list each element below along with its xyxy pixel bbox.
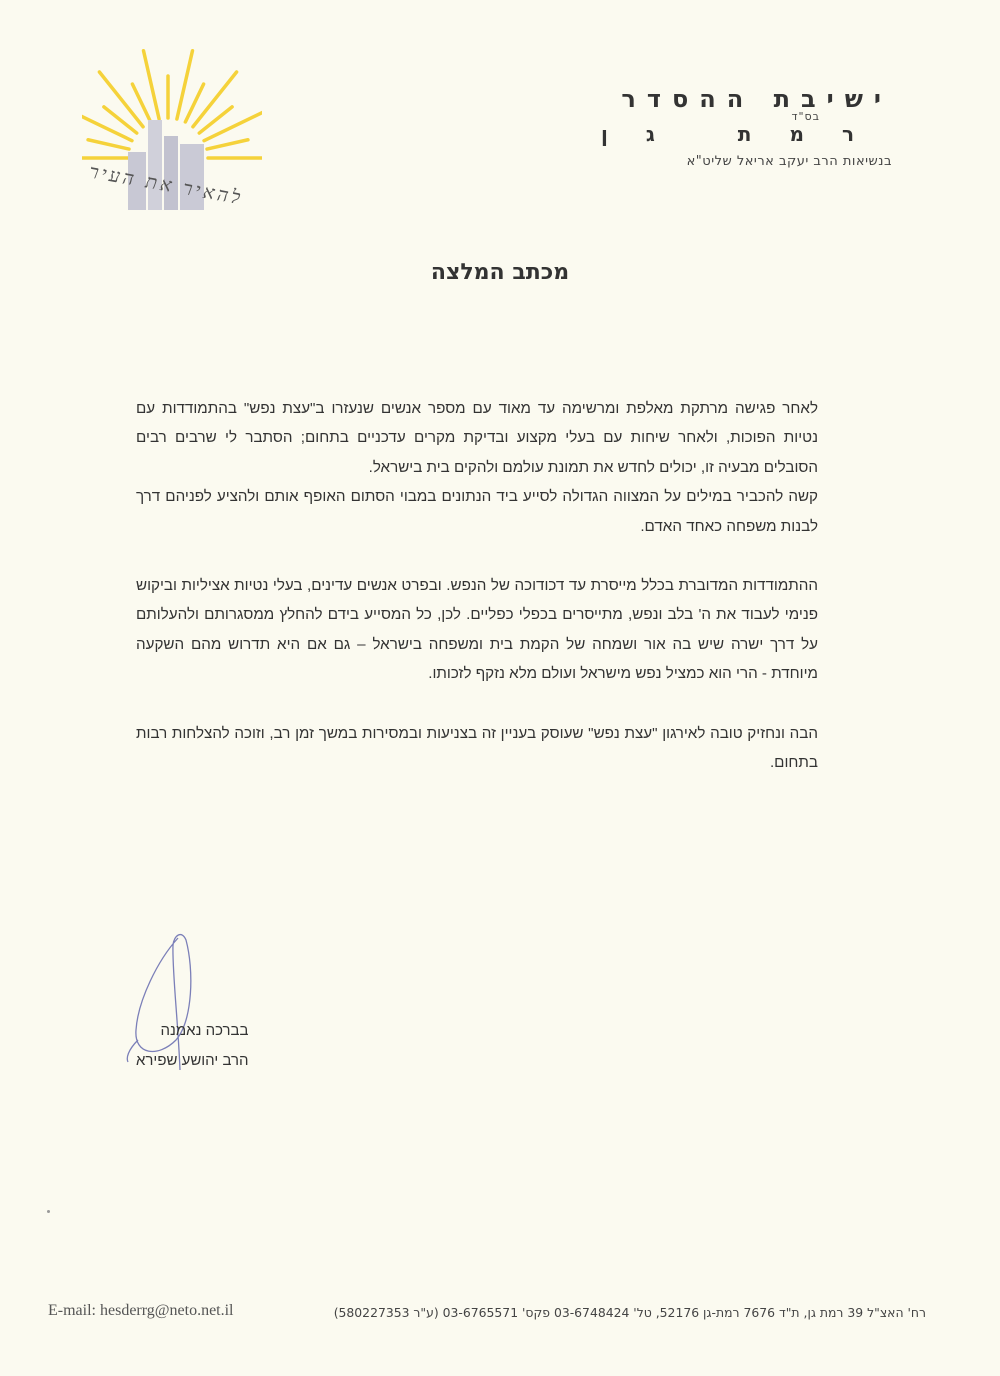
body-paragraph: לאחר פגישה מרתקת מאלפת ומרשימה עד מאוד עם מספר אנשים שנעזרו ב"עצת נפש" בהתמודדות עם נטיות הפוכות, ולאחר שיחות עם בעלי מקצוע ובדיקת מקרים עדכניים בתחום; הסתבר לי שרבים רבים הסובלים מבעיה זו, יכולים לחדש את תמונת עולמם ולהקים בית בישראל. [136,400,818,476]
sun-ray-icon [204,110,262,140]
institution-city: רמת גן [601,122,892,146]
body-paragraph: קשה להכביר במילים על המצווה הגדולה לסייע ביד הנתונים במבוי הסתום האופף אותם ולהציע לפניהם דרך לבנות משפחה כאחד האדם. [136,488,818,535]
institution-name: ישיבת ההסדר [621,85,892,113]
letterhead [601,86,892,169]
signer-name: הרב יהושע שפירא [136,1052,249,1069]
closing-greeting: בברכה נאמנה [160,1022,249,1039]
body-paragraph: ההתמודדות המדוברת בכלל מייסרת עד דכודוכה של הנפש. ובפרט אנשים עדינים, בעלי נטיות אציליות וביקוש פנימי לעבוד את ה' בלב ונפש, מתייסרים בכפלי כפליים. לכן, כל המסייע בידם להחלץ ממסגרותם ולהעלותם על דרך ישרה שיש בה אור ושמחה של הקמת בית ומשפחה בישראל – גם אם היא תדרוש מהם השקעה מיוחדת - הרי הוא כמציל נפש מישראל ועולם מלא נזקף לזכותו. [136,577,818,683]
footer-address: רח' האצ"ל 39 רמת גן, ת"ד 7676 רמת-גן 52176, טל' 03-6748424 פקס' 03-6765571 (ע"ר 580227353) [333,1305,926,1320]
letter-title: מכתב המלצה [430,260,570,285]
sun-ray-icon [207,140,248,149]
sun-ray-icon [88,140,129,149]
body-paragraph: הבה ונחזיק טובה לאירגון "עצת נפש" שעוסק בעניין זה בצניעות ובמסירות במשך זמן רב, וזוכה להצלחות רבות בתחום. [136,724,818,772]
logo-slogan: להאיר את העיר [87,160,245,210]
bsd-mark: בס"ד [791,110,820,123]
footer-email: E-mail: hesderrg@neto.net.il [48,1302,234,1319]
paper-speck [47,1210,50,1213]
institution-president: בנשיאות הרב יעקב אריאל שליט"א [686,154,892,169]
closing-block [136,1016,249,1076]
letter-body [136,394,818,807]
